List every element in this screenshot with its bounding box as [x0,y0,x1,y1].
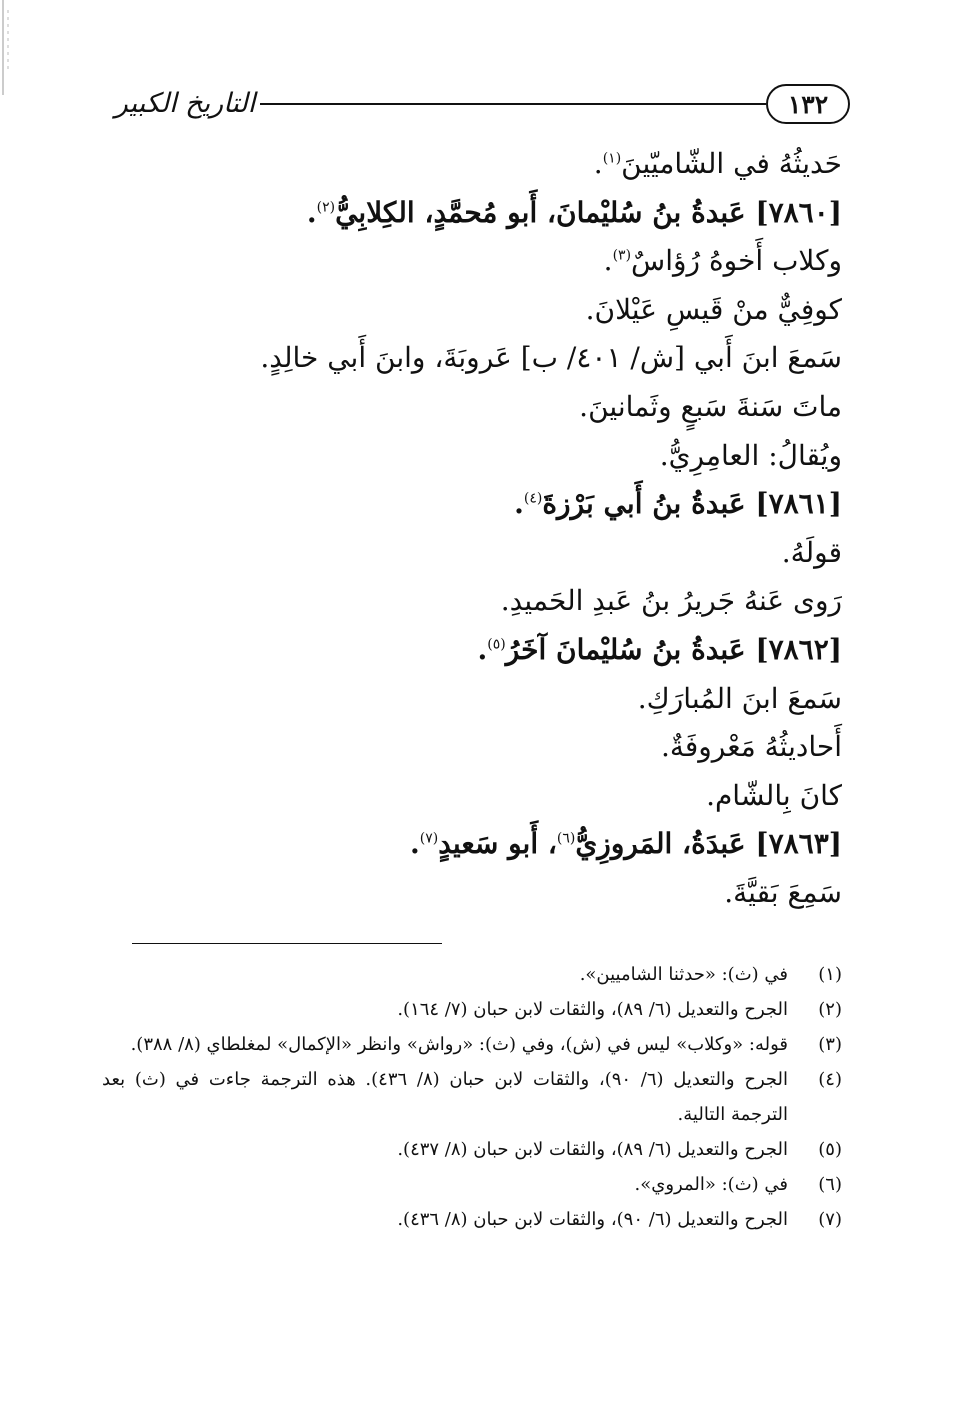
entry-heading [122,189,842,238]
text-line [122,286,842,335]
page-number-badge [766,84,850,124]
line-tail: . [593,147,603,180]
text-line [122,869,842,918]
text-line [122,772,842,821]
line-tail: . [477,632,488,666]
footnote-marker: (٣) [612,247,632,264]
page-number: ١٣٢ [787,89,829,119]
footnote-marker: (٢) [316,199,336,216]
line-text: سَمِعَ بَقيَّةَ. [724,875,842,909]
line-text: أَحاديثُهُ مَعْروفَةٌ. [660,730,842,764]
footnote-marker: (٦) [556,830,576,847]
line-text: [٧٨٦٠] عَبدةُ بنُ سُليْمانَ، أَبو مُحمَّدٍ، الكِلابِيُّ [335,195,842,229]
line-text: كانَ بِالشّام. [706,778,842,812]
footnote-marker: (٥) [487,636,506,653]
line-text: سَمعَ ابنَ أَبي [ش/ ٤٠١/ ب] عَروبَةَ، وابنَ أَبي خالِدٍ. [260,341,842,375]
line-text: [٧٨٦٢] عَبدةُ بنُ سُليْمانَ آخَرُ [505,632,842,666]
header-rule [260,103,766,105]
text-line [122,237,842,286]
footnote-number: (١) [818,964,842,985]
footnote-text: في (ث): «المروي». [634,1174,788,1195]
line-tail: . [514,487,524,521]
text-line [122,383,842,432]
text-line [122,334,842,383]
footnote-item [102,1167,842,1202]
line-text: ويُقالُ: العامِرِيُّ. [659,438,842,472]
footnote-text: الجرح والتعديل (٦/ ٩٠)، والثقات لابن حبان (٨/ ٤٣٦). [397,1209,788,1230]
line-text: حَديثُهُ في الشّاميّينَ [621,147,842,180]
line-text: سَمعَ ابنَ المُبارَكِ. [637,681,842,715]
line-tail: . [603,244,613,278]
footnote-number: (٣) [818,1034,842,1055]
footnote-marker: (١) [602,150,622,167]
footnote-item [102,992,842,1027]
footnote-text: الجرح والتعديل (٦/ ٨٩)، والثقات لابن حبان (٧/ ١٦٤). [397,999,788,1020]
text-line [122,432,842,481]
line-text: وكلاب أَخوهُ رُؤاسٌ [631,244,842,278]
line-text: ماتَ سَنةَ سَبعٍ وثَمانينَ. [579,389,842,423]
footnote-number: (٤) [818,1069,842,1090]
text-line [122,529,842,578]
footnote-item [102,1132,842,1167]
text-line [122,723,842,772]
footnote-item [102,957,842,992]
book-title: التاريخ الكبير [114,88,256,119]
text-line [122,675,842,724]
line-tail: ، أَبو سَعيدٍ [438,827,557,861]
footnote-item [102,1062,842,1132]
line-tail: . [306,195,317,229]
footnote-text: الجرح والتعديل (٦/ ٨٩)، والثقات لابن حبان (٨/ ٤٣٧). [397,1139,788,1160]
footnote-separator [132,943,442,944]
footnote-number: (٦) [818,1174,842,1195]
line-tail: . [410,827,420,861]
footnote-text: في (ث): «حدثنا الشاميين». [579,964,788,985]
entry-heading [122,820,842,869]
text-line [122,140,842,189]
footnote-number: (٧) [818,1209,842,1230]
footnote-marker: (٧) [419,830,439,847]
line-text: [٧٨٦٣] عَبدَةُ، المَروزِيُّ [575,827,842,861]
footnote-item [102,1202,842,1237]
footnote-marker: (٤) [523,490,543,507]
scan-edge-marks [0,0,16,110]
entry-heading [122,626,842,675]
footnote-item [102,1027,842,1062]
line-text: [٧٨٦١] عَبدةُ بنُ أَبي بَرْزةَ [542,487,842,521]
line-text: قولَهُ. [781,535,842,569]
main-text [122,140,842,918]
line-text: كوفِيٌّ منْ قَيسِ عَيْلانَ. [585,292,842,326]
line-text: رَوى عَنهُ جَريرُ بنُ عَبدِ الحَميدِ. [500,584,842,618]
text-line [122,577,842,626]
footnote-text: الجرح والتعديل (٦/ ٩٠)، والثقات لابن حبان (٨/ ٤٣٦). هذه الترجمة جاءت في (ث) بعد الترجمة التالية. [102,1069,788,1125]
footnote-number: (٥) [818,1139,842,1160]
footnote-number: (٢) [818,999,842,1020]
entry-heading [122,480,842,529]
page-header [110,82,850,132]
footnote-text: قوله: «وكلاب» ليس في (ش)، وفي (ث): «رواش» وانظر «الإكمال» لمغلطاي (٨/ ٣٨٨). [130,1034,788,1055]
footnotes [102,957,842,1237]
